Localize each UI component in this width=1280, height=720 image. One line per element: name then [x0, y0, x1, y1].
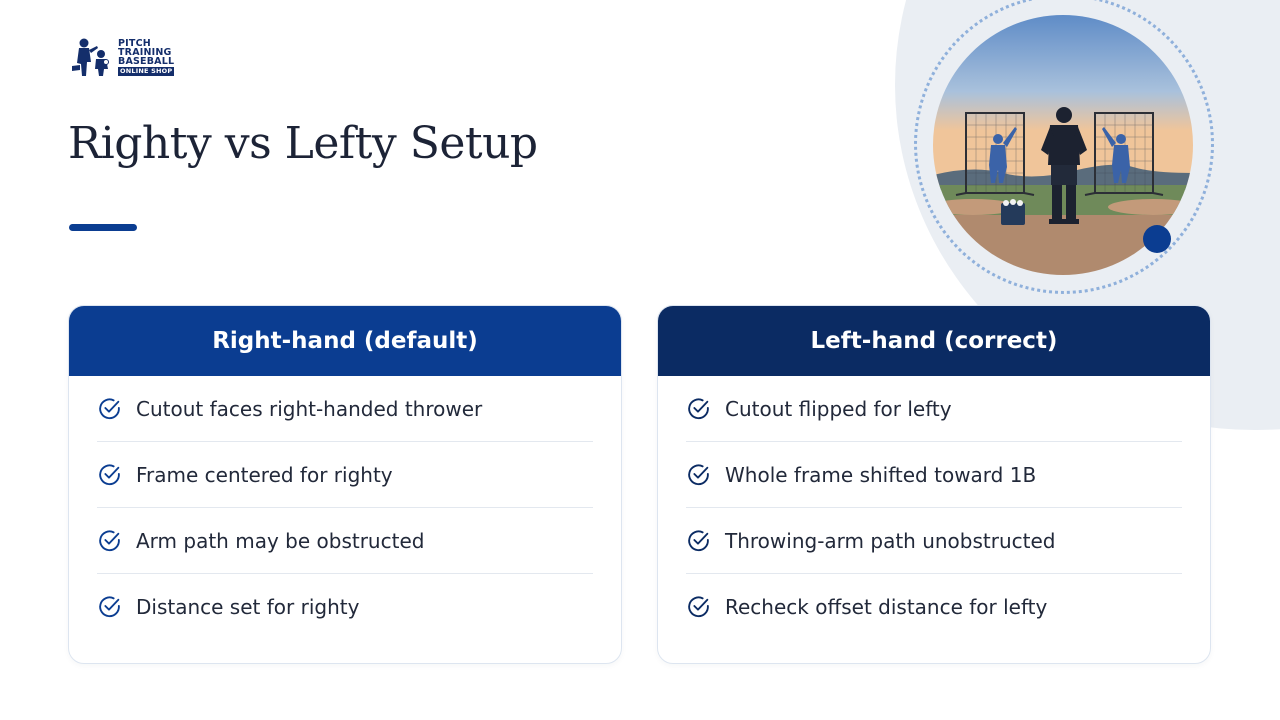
check-circle-icon	[97, 462, 122, 487]
check-circle-icon	[97, 528, 122, 553]
list-item	[97, 508, 593, 574]
right-hand-card	[68, 305, 622, 664]
title-underline	[69, 224, 137, 231]
brand-line-1: PITCH	[118, 37, 151, 49]
list-item	[97, 442, 593, 508]
list-item-text: Distance set for righty	[136, 594, 360, 619]
left-hand-card	[657, 305, 1211, 664]
list-item-text: Arm path may be obstructed	[136, 528, 425, 553]
brand-logo[interactable]	[70, 36, 174, 78]
list-item-text: Recheck offset distance for lefty	[725, 594, 1048, 619]
right-hand-checklist	[69, 376, 621, 639]
list-item	[686, 442, 1182, 508]
list-item	[686, 508, 1182, 574]
page-title: Righty vs Lefty Setup	[68, 118, 538, 169]
check-circle-icon	[686, 528, 711, 553]
check-circle-icon	[686, 462, 711, 487]
list-item-text: Throwing-arm path unobstructed	[725, 528, 1056, 553]
left-hand-card-header: Left-hand (correct)	[658, 306, 1210, 376]
left-hand-checklist	[658, 376, 1210, 639]
list-item-text: Cutout flipped for lefty	[725, 396, 952, 421]
pitcher-catcher-logo-icon	[70, 36, 114, 78]
brand-line-4: ONLINE SHOP	[120, 66, 173, 75]
list-item	[97, 376, 593, 442]
list-item	[686, 376, 1182, 442]
list-item-text: Frame centered for righty	[136, 462, 393, 487]
check-circle-icon	[686, 594, 711, 619]
brand-line-2: TRAINING	[118, 46, 172, 58]
photo-accent-dot	[1143, 225, 1171, 253]
list-item	[97, 574, 593, 639]
list-item	[686, 574, 1182, 639]
list-item-text: Cutout faces right-handed thrower	[136, 396, 483, 421]
check-circle-icon	[97, 396, 122, 421]
right-hand-card-header: Right-hand (default)	[69, 306, 621, 376]
list-item-text: Whole frame shifted toward 1B	[725, 462, 1037, 487]
check-circle-icon	[686, 396, 711, 421]
check-circle-icon	[97, 594, 122, 619]
brand-line-3: BASEBALL	[118, 55, 175, 67]
brand-wordmark	[118, 39, 174, 76]
